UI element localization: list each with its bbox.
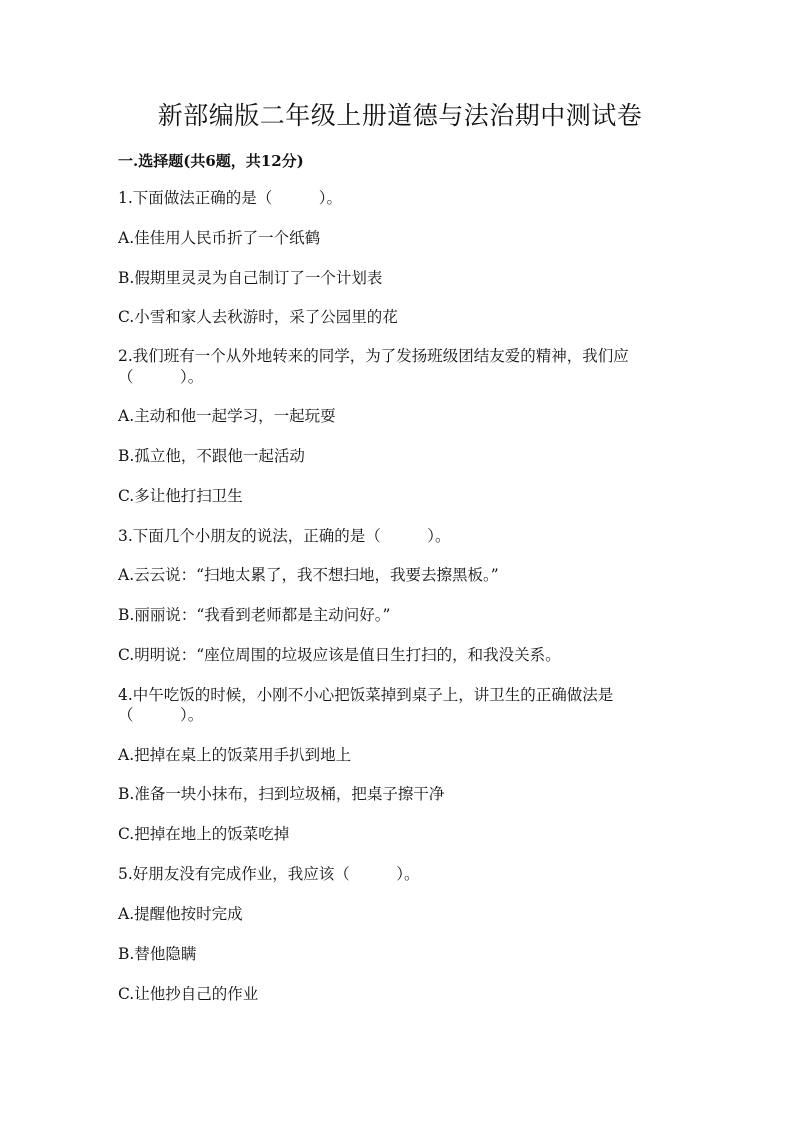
- question-2-option-a[interactable]: A.主动和他一起学习，一起玩耍: [118, 407, 336, 425]
- question-3-stem: 3.下面几个小朋友的说法，正确的是（ ）。: [118, 527, 451, 545]
- question-3-option-c[interactable]: C.明明说：“座位周围的垃圾应该是值日生打扫的，和我没关系。: [118, 646, 561, 664]
- question-2-option-c[interactable]: C.多让他打扫卫生: [118, 487, 243, 505]
- question-5-option-a[interactable]: A.提醒他按时完成: [118, 905, 243, 923]
- section-heading: 一.选择题(共6题，共12分): [118, 152, 304, 170]
- question-1-option-a[interactable]: A.佳佳用人民币折了一个纸鹤: [118, 229, 321, 247]
- question-5-option-c[interactable]: C.让他抄自己的作业: [118, 985, 259, 1003]
- question-4-stem: 4.中午吃饭的时候，小刚不小心把饭菜掉到桌子上，讲卫生的正确做法是: [118, 686, 614, 704]
- question-3-option-a[interactable]: A.云云说：“扫地太累了，我不想扫地，我要去擦黑板。”: [118, 566, 499, 584]
- question-1-option-c[interactable]: C.小雪和家人去秋游时，采了公园里的花: [118, 308, 398, 326]
- exam-title: 新部编版二年级上册道德与法治期中测试卷: [157, 101, 643, 130]
- question-5-stem: 5.好朋友没有完成作业，我应该（ ）。: [118, 865, 420, 883]
- question-4-stem-cont: （ ）。: [118, 706, 204, 724]
- question-5-option-b[interactable]: B.替他隐瞒: [118, 945, 197, 963]
- question-2-stem-cont: （ ）。: [118, 368, 204, 386]
- question-2-stem: 2.我们班有一个从外地转来的同学，为了发扬班级团结友爱的精神，我们应: [118, 347, 629, 365]
- question-1-option-b[interactable]: B.假期里灵灵为自己制订了一个计划表: [118, 269, 383, 287]
- question-1-stem: 1.下面做法正确的是（ ）。: [118, 189, 343, 207]
- question-4-option-a[interactable]: A.把掉在桌上的饭菜用手扒到地上: [118, 746, 352, 764]
- question-4-option-b[interactable]: B.准备一块小抹布，扫到垃圾桶，把桌子擦干净: [118, 785, 445, 803]
- question-3-option-b[interactable]: B.丽丽说：“我看到老师都是主动问好。”: [118, 606, 391, 624]
- question-2-option-b[interactable]: B.孤立他，不跟他一起活动: [118, 447, 305, 465]
- question-4-option-c[interactable]: C.把掉在地上的饭菜吃掉: [118, 825, 290, 843]
